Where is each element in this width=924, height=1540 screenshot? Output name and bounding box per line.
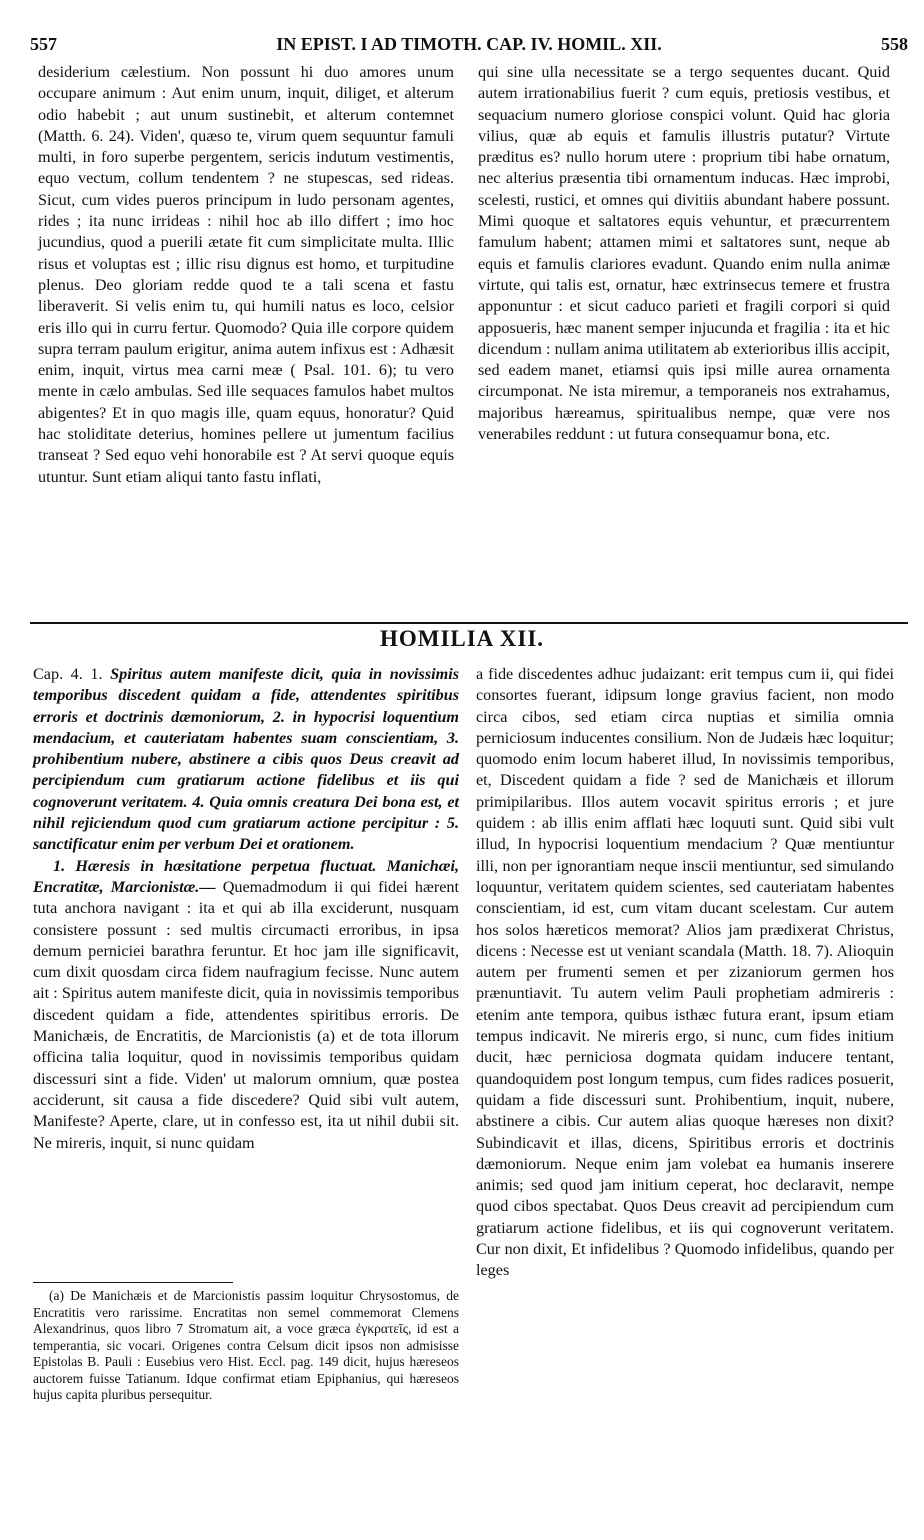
footnote-rule xyxy=(33,1282,233,1283)
section-divider xyxy=(30,622,908,624)
column-2 xyxy=(478,62,890,445)
chapter-summary-text: Spiritus autem manifeste dicit, quia in novissimis temporibus discedent quidam a fide, attendentes spiritibus erroris et doctrinis dæmoniorum, 2. in hypocrisi loquentium mendacium, et cauteriatam habentes suam conscientiam, 3. prohibentium nubere, abstinere a cibis quos Deus creavit ad percipiendum cum gratiarum actione fidelibus et iis qui cognoverunt veritatem. 4. Quia omnis creatura Dei bona est, et nihil rejiciendum quod cum gratiarum actione percipitur : 5. sanctificatur enim per verbum Dei et orationem. xyxy=(33,665,460,854)
column-3-text: Quemadmodum ii qui fidei hærent tuta anchora navigant : ita et qui ab illa exciderunt, nusquam consistere possunt : sed multis circumacti erroribus, in ipsa demum perniciei barathra feruntur. Et hoc jam ille significavit, cum dixit quosdam circa fidem naufragium fecisse. Nunc autem ait : Spiritus autem manifeste dicit, quia in novissimis temporibus discedent quidam a fide, attendentes spiritibus erroris. De Manichæis, de Encratitis, de Marcionistis (a) et de tota illorum officina talia loquitur, quod in novissimis temporibus quidam discessuri sint a fide. Viden' ut malorum omnium, quæ postea acciderunt, sit causa a fide discedere? Quid sibi vult autem, Manifeste? Aperte, clare, ut in confesso est, ita ut nihil dubii sit. Ne mireris, inquit, si nunc quidam xyxy=(33,877,459,1152)
column-1-text: desiderium cælestium. Non possunt hi duo amores unum occupare animum : Aut enim unum, inquit, diliget, et alterum odio habebit ; aut unum sustinebit, et alterum contemnet (Matth. 6. 24). Viden', quæso te, virum quem sequuntur famuli multi, in foro superbe pergentem, sericis indutum vestimentis, equo vectum, collum tendentem ? ne stupescas, sed rideas. Sicut, cum vides pueros principum in ludo personam agentes, rides ; ita nunc irrideas : nihil hoc ab illo differt ; imo hoc jucundius, quod a puerili ætate fit cum simplicitate multa. Illic risus et voluptas est ; illic risu dignus est homo, et turpitudine plenus. Deo gloriam redde quod te a tali scena et fastu liberaverit. Si velis enim tu, qui humili natus es loco, celsior eris illo qui in curru fertur. Quomodo? Quia ille corpore quidem supra terram paulum erigitur, anima autem infixus est : Adhæsit enim, inquit, virtus mea carni meæ ( Psal. 101. 6); tu vero mente in cælo ambulas. Sed ille sequaces famulos habet multos abigentes? Et in quo magis ille, quam equus, honoratur? Quid hac stoliditate deterius, homines pellere ut jumentum facilius transeat ? Sed equo vehi honorabile est ? At servi quoque equis utuntur. Sunt etiam aliqui tanto fastu inflati, xyxy=(38,63,454,486)
column-4-text: a fide discedentes adhuc judaizant: erit tempus cum ii, qui fidei consortes fuerant, idipsum longe gravius facient, non modo circa cibos, sed etiam circa nuptias et similia omnia perniciosum inducentes consilium. Non de Judæis hæc loquitur; quomodo enim locum haberet illud, In novissimis temporibus, et, Discedent quidam a fide ? sed de Manichæis et illorum primipilaribus. Illos autem vocavit spiritus erroris ; et jure quidem : ab illis enim afflati hæc loquuti sunt. Quid sibi vult illud, In hypocrisi loquentium mendacium ? Quæ mentiuntur illi, non per ignorantiam neque inscii mentiuntur, sed simulando loquuntur, veritatem quidem scientes, sed cauteriatam habentes conscientiam, id est, cum vitam ducant scelestam. Cur autem hos solos hæreticos memorat? Alios jam prædixerat Christus, dicens : Necesse est ut veniant scandala (Matth. 18. 7). Alioquin autem per frumenti semen et per zizaniorum germen hos prænuntiavit. Tu autem velim Pauli prophetiam admireris : etenim ante tempora, quibus isthæc futura erant, ipsum etiam tempus indicavit. Ne mireris ergo, si nunc, cum fides initium ducit, hæc perniciosa dogmata quidam inducere tentant, quandoquidem post longum tempus, cum fides radices posuerit, quidam a fide discessuri sunt. Prohibentium, inquit, nubere, abstinere a cibis. Cur autem alias quoque hæreses non dixit? Subindicavit et illas, dicens, Spiritibus erroris et doctrinis dæmoniorum. Neque enim jam volebat ea humanis inserere animis; sed quod jam initium ceperat, hoc declaravit, nempe quod cibos spectabat. Quos Deus creavit ad percipiendum cum gratiarum actione fidelibus, et iis qui cognoverunt veritatem. Cur non dixit, Et infidelibus ? Quomodo infidelibus, quando per leges xyxy=(476,665,894,1280)
column-3-paragraph xyxy=(33,856,459,1154)
section-lemma: 1. Hæresis in hæsitatione perpetua fluctuat. Manichæi, Encratitæ, Marcionistæ.— xyxy=(33,856,459,896)
column-1 xyxy=(38,62,454,488)
column-2-text: qui sine ulla necessitate se a tergo sequentes ducant. Quid autem irrationabilius fuerit ? cum equis, pretiosis vestibus, et sequacium numero gloriose conspici volunt. Quid hac gloria vilius, quæ ab equis et famulis illustris putatur? Virtute præditus es? nullo horum utere : proprium tibi habe ornatum, nec alterius præsentia tibi ornamentum inducas. Hæc improbi, scelesti, rustici, et omnes qui divitiis abundant habere possunt. Mimi quoque et saltatores equis vehuntur, et præcurrentem famulum habent; attamen mimi et saltatores sunt, neque ab equis et famulis clariores evadunt. Quando enim nulla animæ virtute, qui talis est, ornatur, hæc extrinsecus temere et frustra apponuntur : et sicut caduco parieti et fragili corpori si quid apposueris, hæc manent semper injucunda et fragilia : ita et hic dicendum : nullam anima utilitatem ab exterioribus illis accipit, sed eadem manet, etiamsi quis ipsi mille aurea ornamenta circumponat. Ne ista miremur, a temporaneis nos extrahamus, majoribus hæreamus, spiritualibus nempe, quæ vere nos venerabiles reddunt : ut futura consequamur bona, etc. xyxy=(478,63,890,444)
chapter-summary xyxy=(33,664,459,856)
left-page-number: 557 xyxy=(30,34,57,54)
footnote: (a) De Manichæis et de Marcionistis passim loquitur Chrysostomus, de Encratitis vero rarissime. Encratitas non semel commemorat Clemens Alexandrinus, quos libro 7 Stromatum ait, a voce græca ἐγκρατεῖς, id est a temperantia, sic vocari. Origenes contra Celsum dicit ipsos non admisisse Epistolas B. Pauli : Eusebius vero Hist. Eccl. pag. 149 dicit, hujus hæreseos auctorem fuisse Tatianum. Idque confirmat etiam Epiphanius, qui hæreseos hujus capita pluribus persequitur. xyxy=(33,1288,459,1402)
chapter-reference: Cap. 4. 1. xyxy=(33,665,103,683)
column-3 xyxy=(33,664,459,1154)
running-title: IN EPIST. I AD TIMOTH. CAP. IV. HOMIL. XII. xyxy=(276,34,662,54)
right-page-number: 558 xyxy=(881,34,908,54)
column-4 xyxy=(476,664,894,1282)
page-header xyxy=(30,34,908,60)
homily-title: HOMILIA XII. xyxy=(379,626,545,651)
